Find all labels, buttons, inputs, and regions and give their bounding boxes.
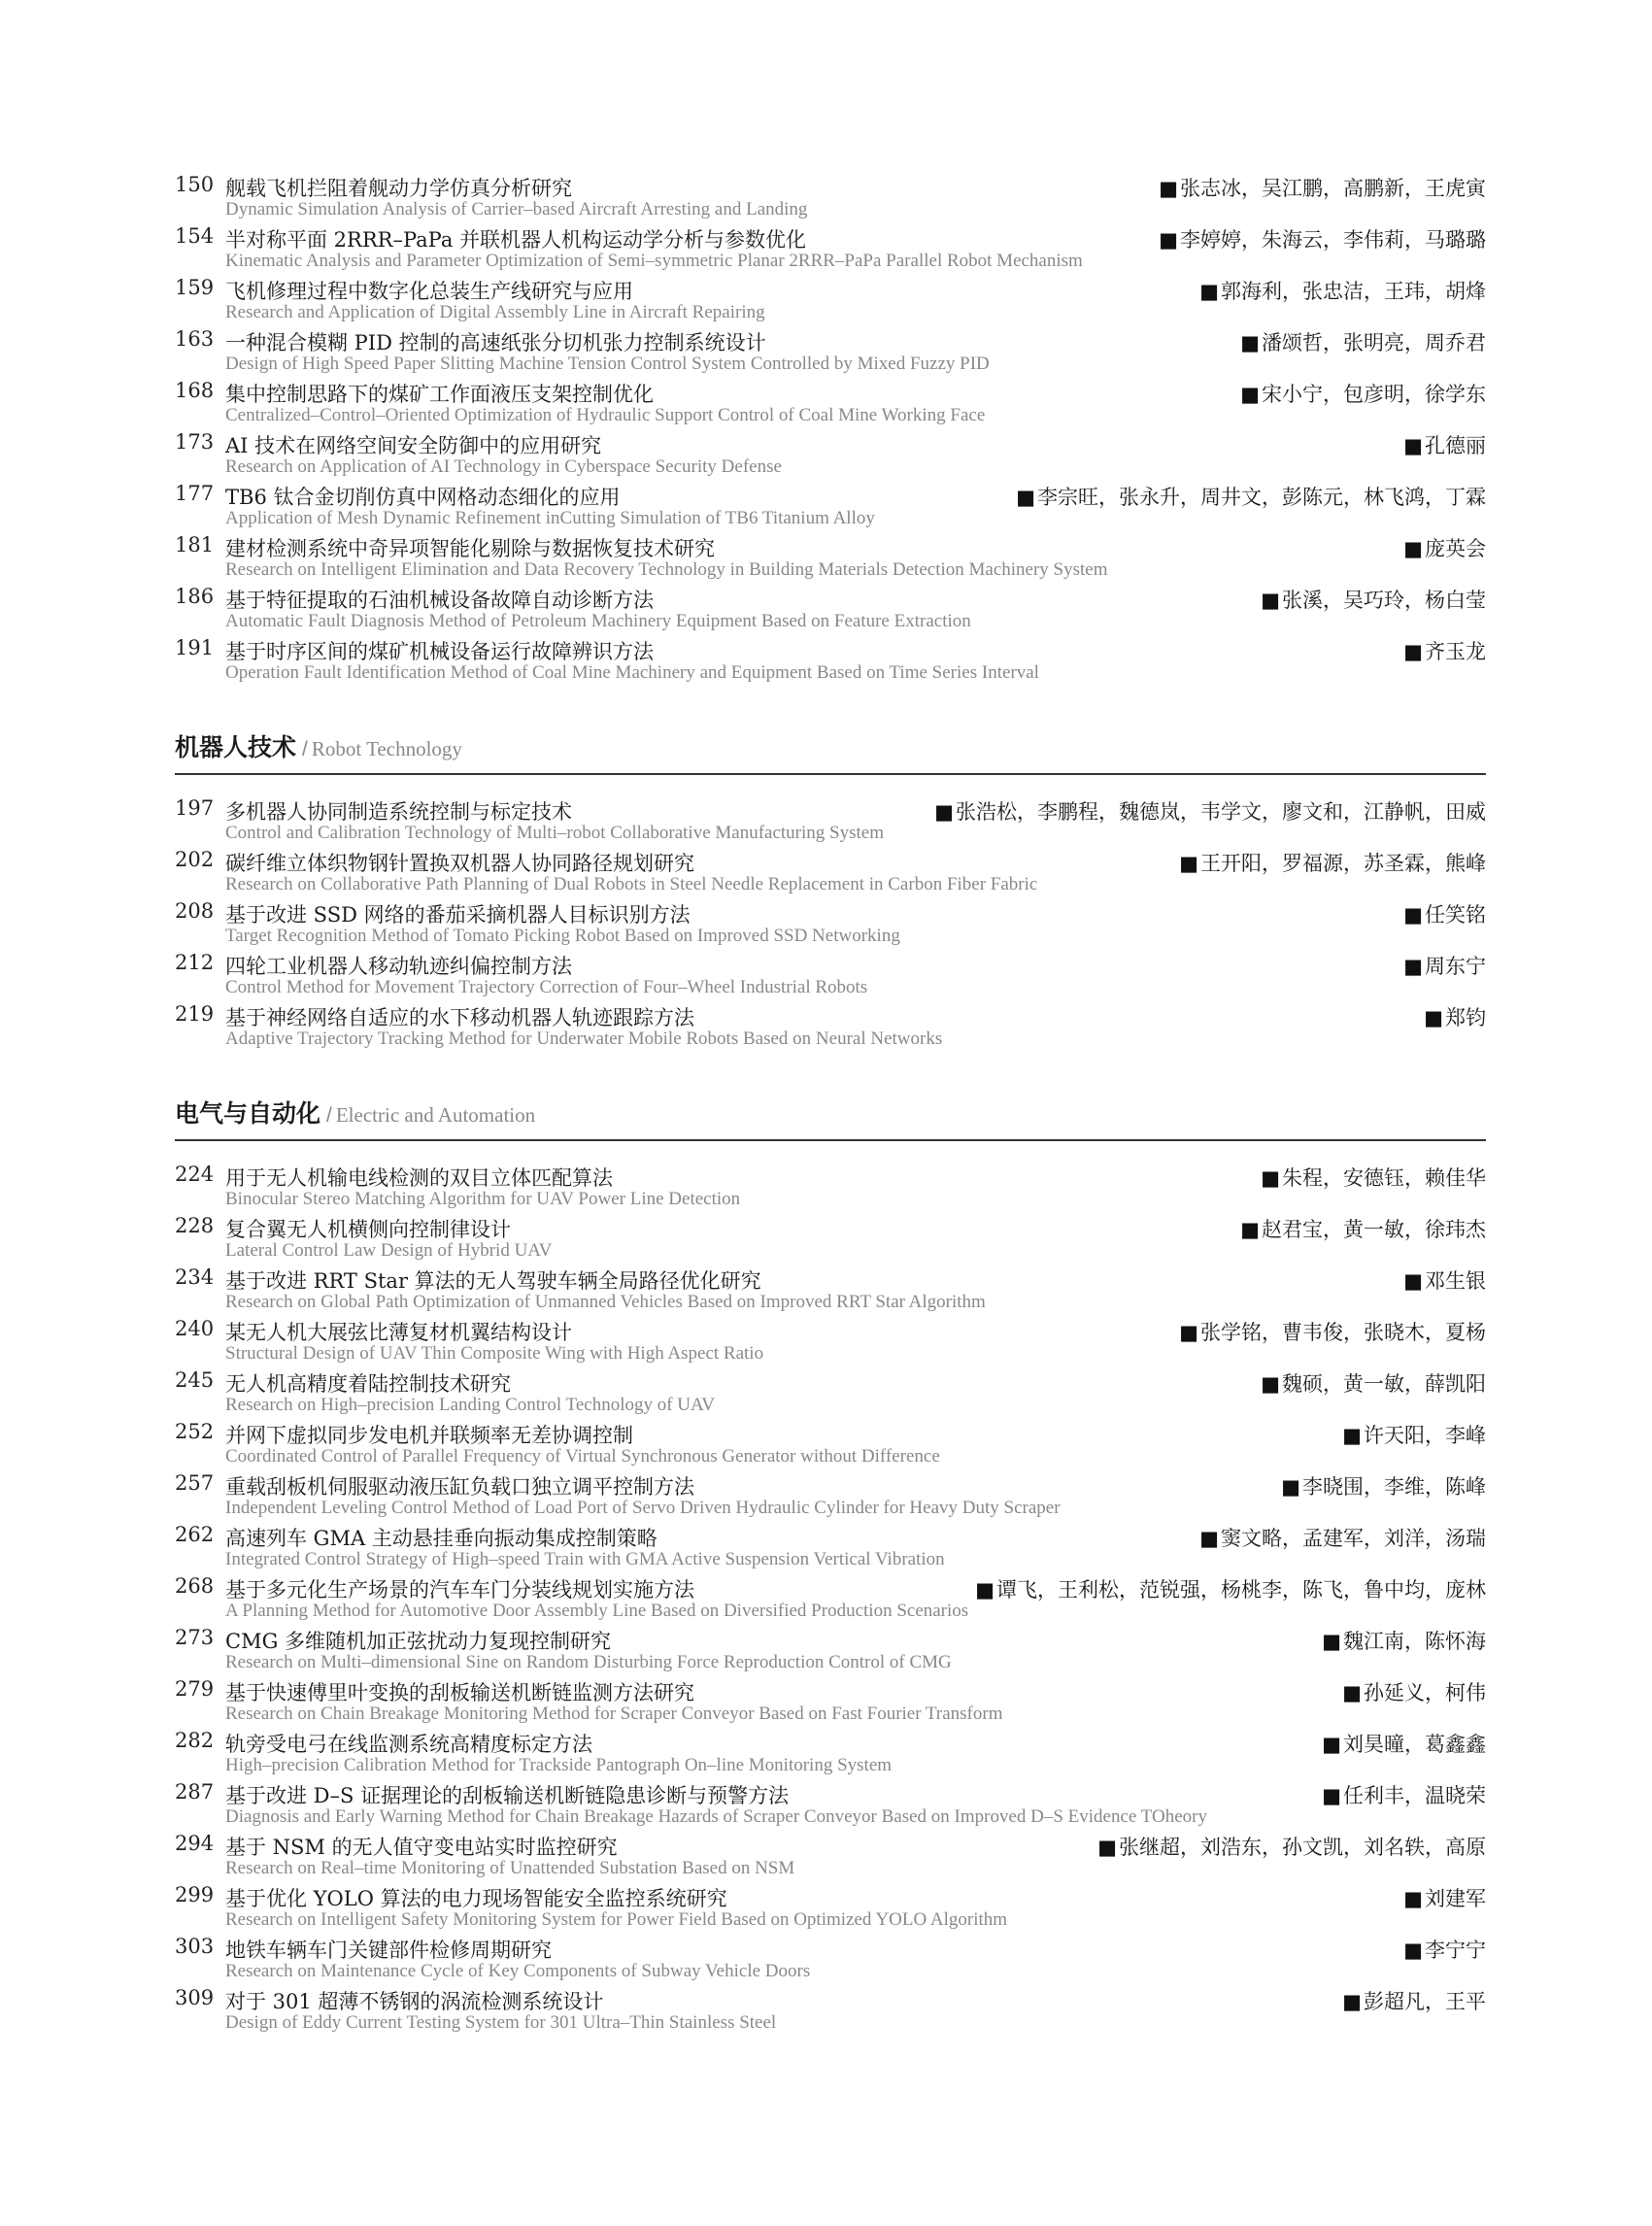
entry-authors: ■ 王开阳，罗福源，苏圣霖，熊峰 [1179,848,1486,877]
entry-page-number: 219 [175,1002,215,1026]
entry-authors: ■ 赵君宝，黄一敏，徐玮杰 [1240,1214,1486,1243]
entry-authors: ■ 张继超，刘浩东，孙文凯，刘名轶，高原 [1097,1832,1486,1861]
entry-authors: ■ 彭超凡，王平 [1342,1986,1486,2015]
toc-entry[interactable] [175,222,1486,274]
entry-title-zh: 基于多元化生产场景的汽车车门分装线规划实施方法 [225,1578,694,1602]
entry-title-en: Research and Application of Digital Assembly Line in Aircraft Repairing [225,302,765,322]
entry-page-number: 282 [175,1729,215,1752]
toc-entry[interactable] [175,325,1486,377]
entry-title-en: A Planning Method for Automotive Door Assembly Line Based on Diversified Production Scenarios [225,1601,969,1621]
entry-authors: ■ 任利丰，温晓荣 [1322,1780,1486,1809]
entry-page-number: 245 [175,1368,215,1392]
entry-page-number: 191 [175,636,215,659]
entry-authors: ■ 朱程，安德钰，赖佳华 [1261,1163,1486,1192]
entry-title-en: Research on Multi–dimensional Sine on Random Disturbing Force Reproduction Control of CMG [225,1652,952,1672]
entry-title-en: Research on Application of AI Technology in Cyberspace Security Defense [225,456,782,477]
toc-entry[interactable] [175,1675,1486,1727]
section-heading-en: Electric and Automation [335,1103,536,1127]
entry-page-number: 240 [175,1317,215,1340]
toc-entry[interactable] [175,949,1486,1000]
entry-page-number: 234 [175,1265,215,1289]
entry-title-en: Independent Leveling Control Method of Load Port of Servo Driven Hydraulic Cylinder for Heavy Duty Scraper [225,1498,1061,1518]
entry-authors: ■ 张溪，吴巧玲，杨白莹 [1261,585,1486,614]
entry-page-number: 309 [175,1986,215,2009]
entry-authors: ■ 郭海利，张忠洁，王玮，胡烽 [1199,276,1486,305]
entry-authors: ■ 刘建军 [1403,1883,1486,1912]
toc-entry[interactable] [175,1984,1486,2036]
entry-authors: ■ 魏江南，陈怀海 [1322,1626,1486,1655]
entry-authors: ■ 宋小宁，包彦明，徐学东 [1240,379,1486,408]
entry-title-en: Research on Collaborative Path Planning of Dual Robots in Steel Needle Replacement in Carbon Fiber Fabric [225,874,1038,894]
entry-page-number: 257 [175,1471,215,1495]
toc-section [175,171,1486,686]
entry-title-en: Design of Eddy Current Testing System for 301 Ultra–Thin Stainless Steel [225,2012,777,2033]
entry-title-en: Diagnosis and Early Warning Method for Chain Breakage Hazards of Scraper Conveyor Based on Improved D–S Evidence TOheory [225,1806,1208,1827]
toc-entry[interactable] [175,634,1486,686]
entry-authors: ■ 任笑铭 [1403,899,1486,928]
entry-title-zh: 对于 301 超薄不锈钢的涡流检测系统设计 [225,1990,604,2013]
toc-entry[interactable] [175,1933,1486,1984]
entry-title-en: Automatic Fault Diagnosis Method of Petroleum Machinery Equipment Based on Feature Extraction [225,611,971,631]
entry-authors: ■ 潘颂哲，张明亮，周乔君 [1240,327,1486,356]
toc-section [175,1095,1486,2036]
entry-page-number: 287 [175,1780,215,1804]
toc-entry[interactable] [175,1161,1486,1212]
section-heading-zh: 机器人技术 [175,733,297,761]
entry-page-number: 279 [175,1677,215,1701]
entry-title-en: Centralized–Control–Oriented Optimization of Hydraulic Support Control of Coal Mine Working Face [225,405,986,425]
entry-authors: ■ 孙延义，柯伟 [1342,1677,1486,1706]
toc-entry[interactable] [175,583,1486,634]
entry-title-zh: 高速列车 GMA 主动悬挂垂向振动集成控制策略 [225,1527,657,1550]
section-heading [175,1095,1486,1141]
section-heading-separator: / [302,738,308,760]
toc-entry[interactable] [175,428,1486,480]
toc-entry[interactable] [175,1830,1486,1881]
entry-title-zh: AI 技术在网络空间安全防御中的应用研究 [225,434,602,457]
entry-authors: ■ 谭飞，王利松，范锐强，杨桃李，陈飞，鲁中均，庞林 [975,1574,1486,1603]
toc-entry[interactable] [175,1212,1486,1264]
toc-entry[interactable] [175,1264,1486,1315]
entry-title-zh: 基于特征提取的石油机械设备故障自动诊断方法 [225,589,654,612]
entry-title-zh: 半对称平面 2RRR–PaPa 并联机器人机构运动学分析与参数优化 [225,228,807,252]
entry-title-en: Design of High Speed Paper Slitting Machine Tension Control System Controlled by Mixed Fuzzy PID [225,354,990,374]
toc-entry[interactable] [175,1315,1486,1366]
entry-title-zh: 用于无人机输电线检测的双目立体匹配算法 [225,1166,613,1190]
entry-authors: ■ 齐玉龙 [1403,636,1486,665]
entry-title-en: Target Recognition Method of Tomato Picking Robot Based on Improved SSD Networking [225,926,900,946]
entry-page-number: 154 [175,224,215,248]
entry-authors: ■ 张学铭，曹韦俊，张晓木，夏杨 [1179,1317,1486,1346]
entry-page-number: 181 [175,533,215,556]
entry-page-number: 303 [175,1935,215,1958]
entry-page-number: 212 [175,951,215,974]
entry-title-zh: 轨旁受电弓在线监测系统高精度标定方法 [225,1733,592,1756]
entry-authors: ■ 李宁宁 [1403,1935,1486,1964]
entry-page-number: 202 [175,848,215,871]
toc-entry[interactable] [175,1881,1486,1933]
toc-entry[interactable] [175,377,1486,428]
toc-entry[interactable] [175,1521,1486,1572]
toc-entry[interactable] [175,171,1486,222]
entry-page-number: 299 [175,1883,215,1906]
entry-page-number: 159 [175,276,215,299]
toc-entry[interactable] [175,1572,1486,1624]
entry-title-zh: 多机器人协同制造系统控制与标定技术 [225,800,572,824]
entry-title-en: Binocular Stereo Matching Algorithm for UAV Power Line Detection [225,1189,741,1209]
entry-authors: ■ 张浩松，李鹏程，魏德岚，韦学文，廖文和，江静帆，田威 [934,796,1486,826]
entry-title-en: Dynamic Simulation Analysis of Carrier–based Aircraft Arresting and Landing [225,199,808,219]
entry-title-en: Control and Calibration Technology of Multi–robot Collaborative Manufacturing System [225,823,884,843]
entry-title-zh: 复合翼无人机横侧向控制律设计 [225,1218,511,1241]
section-heading-zh: 电气与自动化 [175,1099,321,1128]
entry-title-en: High–precision Calibration Method for Trackside Pantograph On–line Monitoring System [225,1755,893,1775]
section-heading-en: Robot Technology [311,737,462,760]
entry-authors: ■ 李宗旺，张永升，周井文，彭陈元，林飞鸿，丁霖 [1016,482,1486,511]
entry-page-number: 273 [175,1626,215,1649]
toc-entry[interactable] [175,480,1486,531]
entry-title-en: Research on Chain Breakage Monitoring Method for Scraper Conveyor Based on Fast Fourier Transform [225,1703,1003,1724]
toc-entry[interactable] [175,1778,1486,1830]
toc-entry[interactable] [175,846,1486,897]
entry-title-zh: 基于快速傅里叶变换的刮板输送机断链监测方法研究 [225,1681,694,1704]
entry-title-zh: 一种混合模糊 PID 控制的高速纸张分切机张力控制系统设计 [225,331,766,354]
entry-page-number: 252 [175,1420,215,1443]
entry-page-number: 208 [175,899,215,923]
entry-title-zh: TB6 钛合金切削仿真中网格动态细化的应用 [225,486,621,509]
entry-authors: ■ 刘昊曈，葛鑫鑫 [1322,1729,1486,1758]
toc-entry[interactable] [175,1469,1486,1521]
entry-title-en: Kinematic Analysis and Parameter Optimization of Semi–symmetric Planar 2RRR–PaPa Parallel Robot Mechanism [225,251,1083,271]
entry-title-zh: 基于时序区间的煤矿机械设备运行故障辨识方法 [225,640,654,663]
entry-page-number: 262 [175,1523,215,1546]
entry-title-en: Control Method for Movement Trajectory Correction of Four–Wheel Industrial Robots [225,977,868,997]
entry-authors: ■ 李婷婷，朱海云，李伟莉，马璐璐 [1159,224,1486,253]
entry-title-zh: CMG 多维随机加正弦扰动力复现控制研究 [225,1630,612,1653]
entry-title-en: Research on Intelligent Safety Monitoring System for Power Field Based on Optimized YOLO Algorithm [225,1909,1008,1930]
entry-authors: ■ 许天阳，李峰 [1342,1420,1486,1449]
entry-title-en: Research on Global Path Optimization of Unmanned Vehicles Based on Improved RRT Star Algorithm [225,1292,986,1312]
toc-entry[interactable] [175,897,1486,949]
entry-page-number: 186 [175,585,215,608]
entry-authors: ■ 邓生银 [1403,1265,1486,1295]
entry-title-en: Coordinated Control of Parallel Frequency of Virtual Synchronous Generator without Difference [225,1446,940,1467]
entry-page-number: 228 [175,1214,215,1237]
toc-entry[interactable] [175,1727,1486,1778]
entry-title-en: Research on Real–time Monitoring of Unattended Substation Based on NSM [225,1858,795,1878]
entry-title-en: Application of Mesh Dynamic Refinement inCutting Simulation of TB6 Titanium Alloy [225,508,875,528]
entry-title-zh: 四轮工业机器人移动轨迹纠偏控制方法 [225,955,572,978]
entry-title-zh: 基于神经网络自适应的水下移动机器人轨迹跟踪方法 [225,1006,694,1029]
toc-entry[interactable] [175,794,1486,846]
entry-title-en: Structural Design of UAV Thin Composite Wing with High Aspect Ratio [225,1343,764,1364]
entry-page-number: 150 [175,173,215,196]
entry-authors: ■ 孔德丽 [1403,430,1486,459]
entry-title-en: Integrated Control Strategy of High–speed Train with GMA Active Suspension Vertical Vibration [225,1549,945,1569]
entry-page-number: 268 [175,1574,215,1598]
entry-page-number: 168 [175,379,215,402]
toc-entry[interactable] [175,1418,1486,1469]
toc-entry[interactable] [175,1366,1486,1418]
entry-title-en: Research on Maintenance Cycle of Key Components of Subway Vehicle Doors [225,1961,811,1981]
entry-title-zh: 建材检测系统中奇异项智能化剔除与数据恢复技术研究 [225,537,715,560]
entry-title-zh: 飞机修理过程中数字化总装生产线研究与应用 [225,280,633,303]
entry-page-number: 197 [175,796,215,820]
entry-title-en: Lateral Control Law Design of Hybrid UAV [225,1240,553,1261]
entry-page-number: 177 [175,482,215,505]
entry-title-zh: 并网下虚拟同步发电机并联频率无差协调控制 [225,1424,633,1447]
entry-title-zh: 基于改进 D–S 证据理论的刮板输送机断链隐患诊断与预警方法 [225,1784,790,1807]
entry-page-number: 173 [175,430,215,454]
entry-authors: ■ 庞英会 [1403,533,1486,562]
entry-authors: ■ 魏硕，黄一敏，薛凯阳 [1261,1368,1486,1398]
entry-authors: ■ 张志冰，吴江鹏，高鹏新，王虎寅 [1159,173,1486,202]
toc-entry[interactable] [175,531,1486,583]
entry-title-zh: 集中控制思路下的煤矿工作面液压支架控制优化 [225,383,654,406]
entry-title-zh: 基于优化 YOLO 算法的电力现场智能安全监控系统研究 [225,1887,727,1910]
entry-title-zh: 基于 NSM 的无人值守变电站实时监控研究 [225,1836,618,1859]
entry-title-zh: 基于改进 SSD 网络的番茄采摘机器人目标识别方法 [225,903,691,927]
toc-entry[interactable] [175,274,1486,325]
entry-title-en: Research on Intelligent Elimination and Data Recovery Technology in Building Materials Detection Machinery System [225,559,1108,580]
entry-title-zh: 重载刮板机伺服驱动液压缸负载口独立调平控制方法 [225,1475,694,1499]
entry-title-zh: 碳纤维立体织物钢针置换双机器人协同路径规划研究 [225,852,694,875]
entry-authors: ■ 郑钧 [1424,1002,1486,1031]
toc-entry[interactable] [175,1000,1486,1052]
entry-page-number: 163 [175,327,215,351]
contents-page [175,171,1486,2036]
entry-authors: ■ 窦文略，孟建军，刘洋，汤瑞 [1199,1523,1486,1552]
section-heading-separator: / [326,1104,332,1127]
entry-title-zh: 地铁车辆车门关键部件检修周期研究 [225,1939,552,1962]
entry-title-zh: 基于改进 RRT Star 算法的无人驾驶车辆全局路径优化研究 [225,1269,761,1293]
toc-entry[interactable] [175,1624,1486,1675]
entry-title-zh: 无人机高精度着陆控制技术研究 [225,1372,511,1396]
toc-section [175,728,1486,1052]
entry-page-number: 224 [175,1163,215,1186]
entry-title-zh: 舰载飞机拦阻着舰动力学仿真分析研究 [225,177,572,200]
entry-title-en: Research on High–precision Landing Control Technology of UAV [225,1395,716,1415]
entry-authors: ■ 周东宁 [1403,951,1486,980]
entry-title-en: Adaptive Trajectory Tracking Method for Underwater Mobile Robots Based on Neural Networks [225,1029,943,1049]
entry-title-zh: 某无人机大展弦比薄复材机翼结构设计 [225,1321,572,1344]
entry-title-en: Operation Fault Identification Method of Coal Mine Machinery and Equipment Based on Time Series Interval [225,662,1039,683]
entry-authors: ■ 李晓围，李维，陈峰 [1281,1471,1486,1501]
section-heading [175,728,1486,775]
entry-page-number: 294 [175,1832,215,1855]
